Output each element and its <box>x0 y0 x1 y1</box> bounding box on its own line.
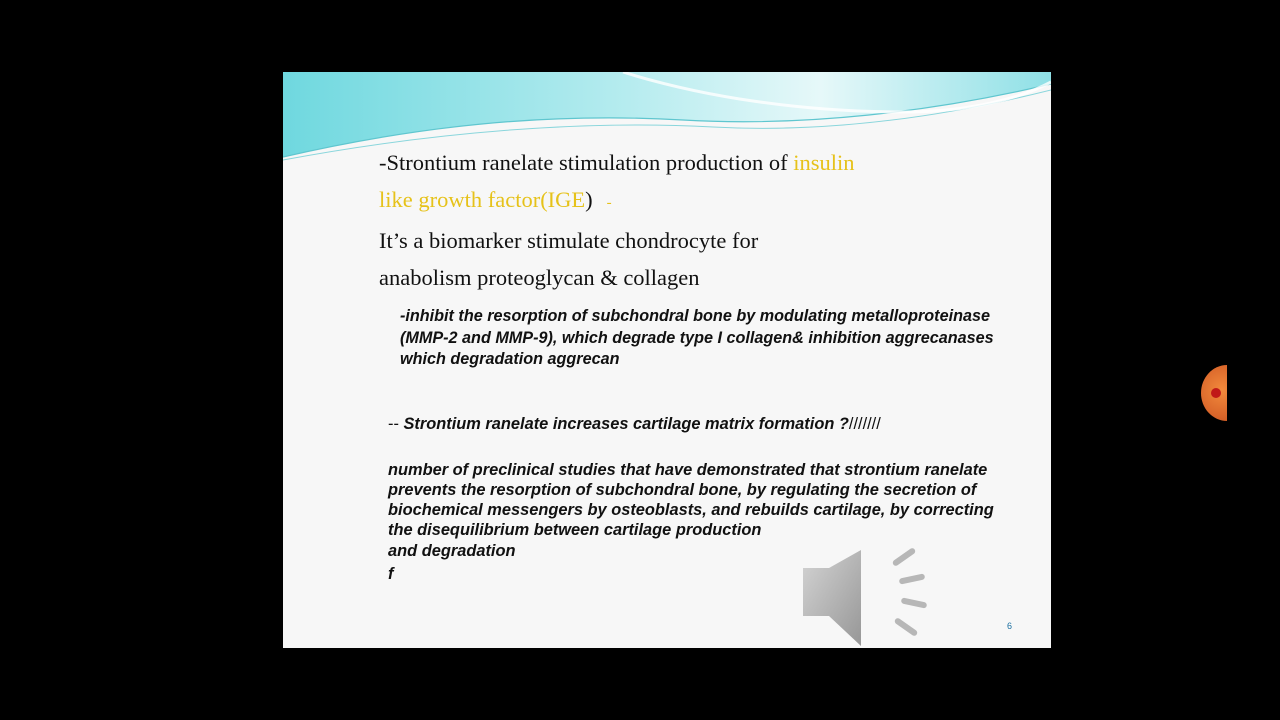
record-button-dot <box>1211 388 1221 398</box>
studies-line-end: and degradation <box>388 542 516 560</box>
slide-heading <box>379 144 999 296</box>
question-text: Strontium ranelate increases cartilage matrix formation ? <box>403 415 849 433</box>
studies-text: number of preclinical studies that have demonstrated that strontium ranelate prevents the resorption of subchondral bone, by regulating the secretion of biochemical messengers by osteoblasts, and rebuilds cartilage, by correcting the disequilibrium between cartilage production <box>388 461 994 539</box>
question-prefix: -- <box>388 415 404 433</box>
question-line <box>388 414 1018 435</box>
presentation-slide <box>283 72 1051 648</box>
studies-stray-char: f <box>388 564 394 583</box>
record-button-icon[interactable] <box>1201 365 1227 421</box>
speaker-volume-icon[interactable] <box>791 546 951 648</box>
highlight-growth-factor: like growth factor(IGE <box>379 187 586 212</box>
heading-line-1-text: -Strontium ranelate stimulation production of <box>379 150 794 175</box>
heading-line-2 <box>379 181 999 222</box>
heading-line-2-paren: ) <box>585 187 593 212</box>
question-slashes: /////// <box>848 415 881 433</box>
highlight-insulin: insulin <box>793 150 855 175</box>
heading-line-4: anabolism proteoglycan & collagen <box>379 265 700 290</box>
heading-line-3: It’s a biomarker stimulate chondrocyte for <box>379 228 759 253</box>
inhibit-paragraph: -inhibit the resorption of subchondral bone by modulating metalloproteinase (MMP-2 and MMP-9), which degrade type I collagen& inhibition aggrecanases which degradation aggrecan <box>400 307 994 368</box>
highlight-dash: - <box>606 195 612 211</box>
heading-line-1 <box>379 144 999 181</box>
slide-number: 6 <box>1007 621 1013 631</box>
